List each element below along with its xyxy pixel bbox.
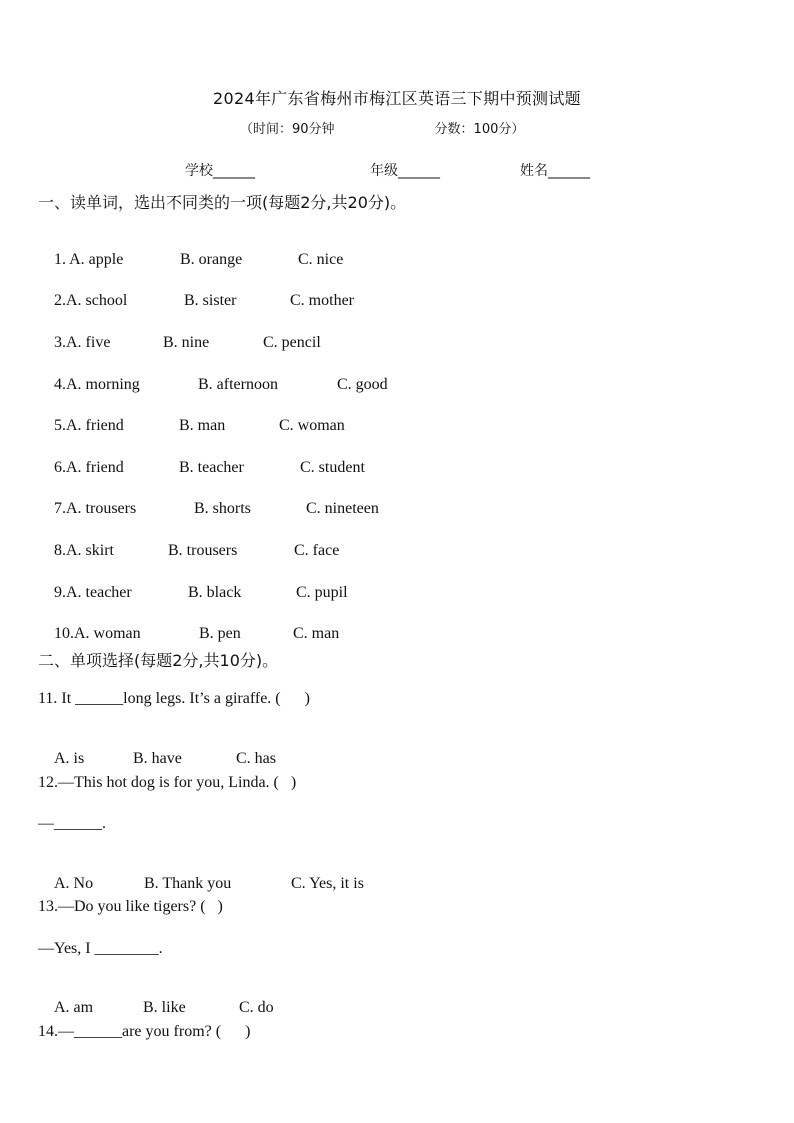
option-c: C. pupil [296, 584, 348, 601]
section-2-heading: 二、单项选择(每题2分,共10分)。 [38, 651, 279, 670]
question-14: 14.—______are you from? ( ) [38, 1023, 251, 1040]
option-c: C. nineteen [306, 500, 379, 517]
option-a: A. am [54, 999, 94, 1016]
option-a: A. is [54, 750, 85, 767]
option-c: C. woman [279, 417, 345, 434]
school-field: 学校______ [185, 163, 255, 179]
option-b: B. black [188, 584, 242, 601]
option-a: 8.A. skirt [54, 542, 114, 559]
option-c: C. man [293, 625, 340, 642]
option-b: B. afternoon [198, 376, 278, 393]
option-b: B. pen [199, 625, 241, 642]
question-12: 12.—This hot dog is for you, Linda. ( ) [38, 774, 297, 791]
option-a: 1. A. apple [54, 251, 124, 268]
option-b: B. shorts [194, 500, 251, 517]
option-a: 9.A. teacher [54, 584, 132, 601]
option-c: C. face [294, 542, 340, 559]
grade-field: 年级______ [370, 163, 440, 179]
option-c: C. Yes, it is [291, 875, 364, 892]
option-c: C. student [300, 459, 365, 476]
option-b: B. man [179, 417, 226, 434]
option-b: B. nine [163, 334, 210, 351]
option-b: B. orange [180, 251, 243, 268]
option-a: 2.A. school [54, 292, 128, 309]
option-a: 5.A. friend [54, 417, 124, 434]
option-c: C. pencil [263, 334, 321, 351]
option-b: B. teacher [179, 459, 244, 476]
option-a: 7.A. trousers [54, 500, 137, 517]
option-b: B. like [143, 999, 186, 1016]
page-title: 2024年广东省梅州市梅江区英语三下期中预测试题 [213, 89, 581, 108]
option-a: 10.A. woman [54, 625, 141, 642]
section-1-heading: 一、读单词，选出不同类的一项(每题2分,共20分)。 [38, 193, 407, 212]
name-field: 姓名______ [520, 163, 590, 179]
option-c: C. mother [290, 292, 354, 309]
option-b: B. Thank you [144, 875, 232, 892]
option-c: C. do [239, 999, 274, 1016]
option-a: 3.A. five [54, 334, 111, 351]
option-a: 6.A. friend [54, 459, 124, 476]
question-11: 11. It ______long legs. It’s a giraffe. ( ) [38, 690, 310, 707]
option-b: B. have [133, 750, 182, 767]
question-13: 13.—Do you like tigers? ( ) [38, 898, 223, 915]
exam-score: 分数：100分） [434, 122, 525, 137]
option-a: 4.A. morning [54, 376, 140, 393]
question-13-reply: —Yes, I ________. [38, 940, 163, 957]
option-a: A. No [54, 875, 94, 892]
student-info [185, 160, 590, 180]
question-12-reply: —______. [38, 815, 106, 832]
exam-time: （时间：90分钟 [240, 122, 335, 137]
option-c: C. has [236, 750, 276, 767]
option-c: C. nice [298, 251, 344, 268]
option-c: C. good [337, 376, 388, 393]
exam-meta [240, 118, 524, 137]
option-b: B. trousers [168, 542, 238, 559]
option-b: B. sister [184, 292, 237, 309]
